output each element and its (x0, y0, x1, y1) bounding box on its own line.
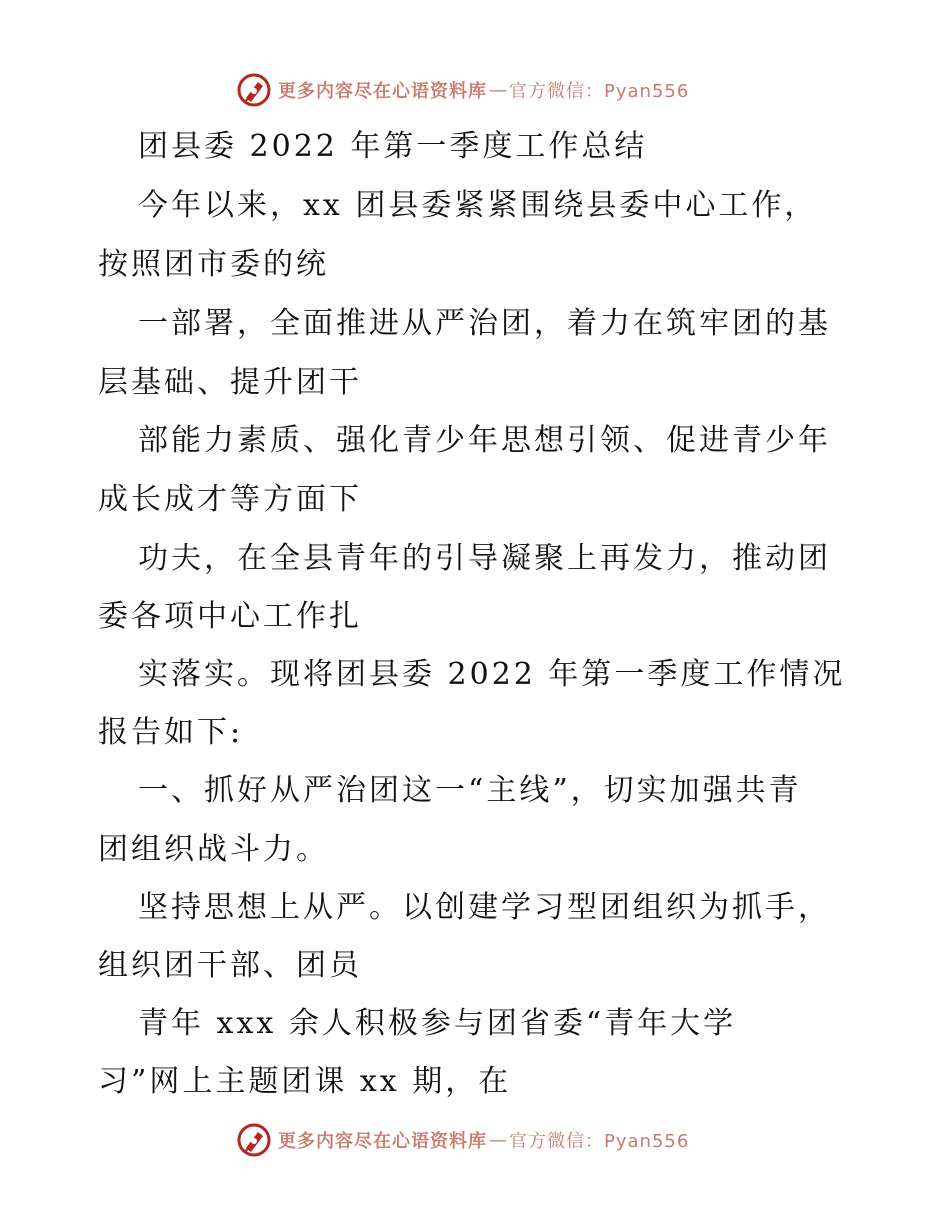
document-line: 习”网上主题团课 xx 期，在 (98, 1064, 512, 1099)
section-heading: 一、抓好从严治团这一“主线”，切实加强共青 (138, 773, 802, 808)
watermark-wechat-text: 官方微信：Pyan556 (509, 81, 690, 102)
document-line: 层基础、提升团干 (98, 365, 362, 400)
section-heading-continued: 团组织战斗力。 (98, 832, 329, 867)
document-line: 功夫，在全县青年的引导凝聚上再发力，推动团 (138, 541, 831, 576)
red-pen-circle-logo-icon (236, 1122, 272, 1158)
document-line: 今年以来，xx 团县委紧紧围绕县委中心工作， (138, 188, 818, 223)
document-line: 报告如下: (98, 715, 244, 750)
red-pen-circle-logo-icon (236, 72, 272, 108)
document-line: 成长成才等方面下 (98, 482, 362, 517)
document-line: 实落实。现将团县委 2022 年第一季度工作情况 (138, 657, 846, 692)
watermark-brand-text: 更多内容尽在心语资料库 (278, 81, 487, 102)
document-line: 青年 xxx 余人积极参与团省委“青年大学 (138, 1006, 737, 1041)
document-line: 部能力素质、强化青少年思想引领、促进青少年 (138, 423, 831, 458)
document-line: 按照团市委的统 (98, 247, 329, 282)
watermark-brand-text: 更多内容尽在心语资料库 (278, 1131, 487, 1152)
watermark-separator: — (489, 1129, 507, 1151)
document-line: 一部署，全面推进从严治团，着力在筑牢团的基 (138, 306, 831, 341)
document-title: 团县委 2022 年第一季度工作总结 (138, 129, 648, 164)
document-line: 组织团干部、团员 (98, 948, 362, 983)
watermark-banner-bottom (236, 1122, 689, 1158)
watermark-wechat-text: 官方微信：Pyan556 (509, 1131, 690, 1152)
document-line: 坚持思想上从严。以创建学习型团组织为抓手， (138, 890, 831, 925)
watermark-banner-top (236, 72, 689, 108)
watermark-separator: — (489, 79, 507, 101)
document-line: 委各项中心工作扎 (98, 599, 362, 634)
